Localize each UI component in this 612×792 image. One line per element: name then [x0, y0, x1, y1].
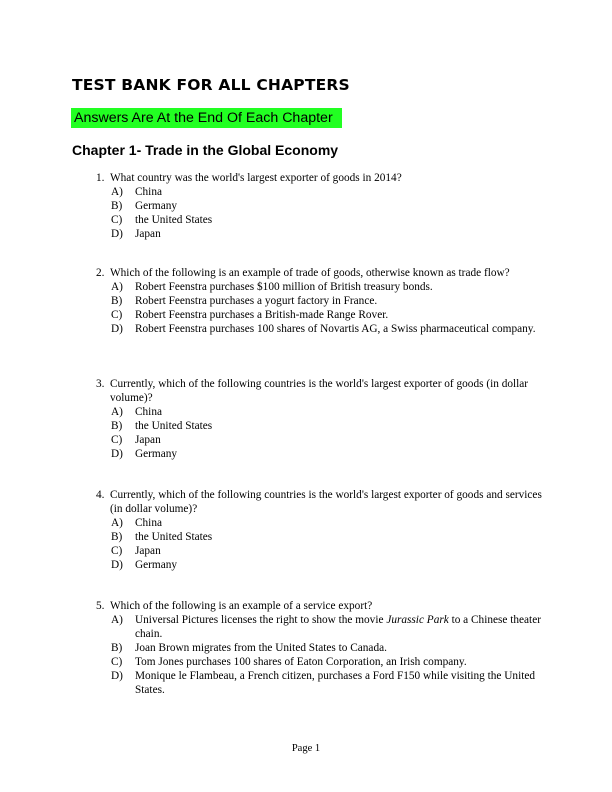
- option-c: C) Japan: [111, 545, 161, 557]
- question-text: Which of the following is an example of trade of goods, otherwise known as trade flow?: [110, 267, 510, 279]
- option-b: B) Robert Feenstra purchases a yogurt factory in France.: [111, 295, 378, 307]
- question-number: 4.: [96, 489, 105, 501]
- option-a: A) Universal Pictures licenses the right to show the movie Jurassic Park to a Chinese theater chain.: [111, 614, 541, 640]
- option-a: A) China: [111, 517, 162, 529]
- question-1: [96, 171, 546, 241]
- question-text: Currently, which of the following countries is the world's largest exporter of goods and services (in dollar volume)?: [110, 489, 542, 515]
- option-d: D) Japan: [111, 228, 161, 240]
- option-d: D) Monique le Flambeau, a French citizen, purchases a Ford F150 while visiting the United States.: [111, 670, 536, 696]
- option-d: D) Germany: [111, 448, 178, 460]
- option-d: D) Robert Feenstra purchases 100 shares of Novartis AG, a Swiss pharmaceutical company.: [111, 323, 536, 335]
- question-number: 3.: [96, 378, 105, 390]
- option-a: A) Robert Feenstra purchases $100 million of British treasury bonds.: [111, 281, 433, 293]
- page-number: Page 1: [291, 743, 321, 754]
- option-b: B) Joan Brown migrates from the United States to Canada.: [111, 642, 387, 654]
- question-2: [96, 266, 546, 336]
- chapter-heading: Chapter 1- Trade in the Global Economy: [72, 142, 339, 158]
- question-text: Currently, which of the following countries is the world's largest exporter of goods (in dollar volume)?: [110, 378, 529, 404]
- question-3: [96, 377, 546, 461]
- question-5: [96, 599, 546, 697]
- option-b: B) Germany: [111, 200, 178, 212]
- option-a: A) China: [111, 186, 162, 198]
- question-number: 1.: [96, 172, 105, 184]
- option-b: B) the United States: [111, 420, 213, 432]
- movie-title: Jurassic Park: [386, 614, 449, 626]
- answers-banner: Answers Are At the End Of Each Chapter: [71, 108, 342, 128]
- option-a: A) China: [111, 406, 162, 418]
- question-text: What country was the world's largest exporter of goods in 2014?: [110, 172, 402, 184]
- option-d: D) Germany: [111, 559, 178, 571]
- option-c: C) Japan: [111, 434, 161, 446]
- question-number: 5.: [96, 600, 105, 612]
- question-text: Which of the following is an example of a service export?: [110, 600, 373, 612]
- option-c: C) Robert Feenstra purchases a British-made Range Rover.: [111, 309, 389, 321]
- option-c: C) Tom Jones purchases 100 shares of Eaton Corporation, an Irish company.: [111, 656, 467, 668]
- question-number: 2.: [96, 267, 105, 279]
- document-title: TEST BANK FOR ALL CHAPTERS: [72, 76, 350, 94]
- option-b: B) the United States: [111, 531, 213, 543]
- question-4: [96, 488, 546, 572]
- option-c: C) the United States: [111, 214, 213, 226]
